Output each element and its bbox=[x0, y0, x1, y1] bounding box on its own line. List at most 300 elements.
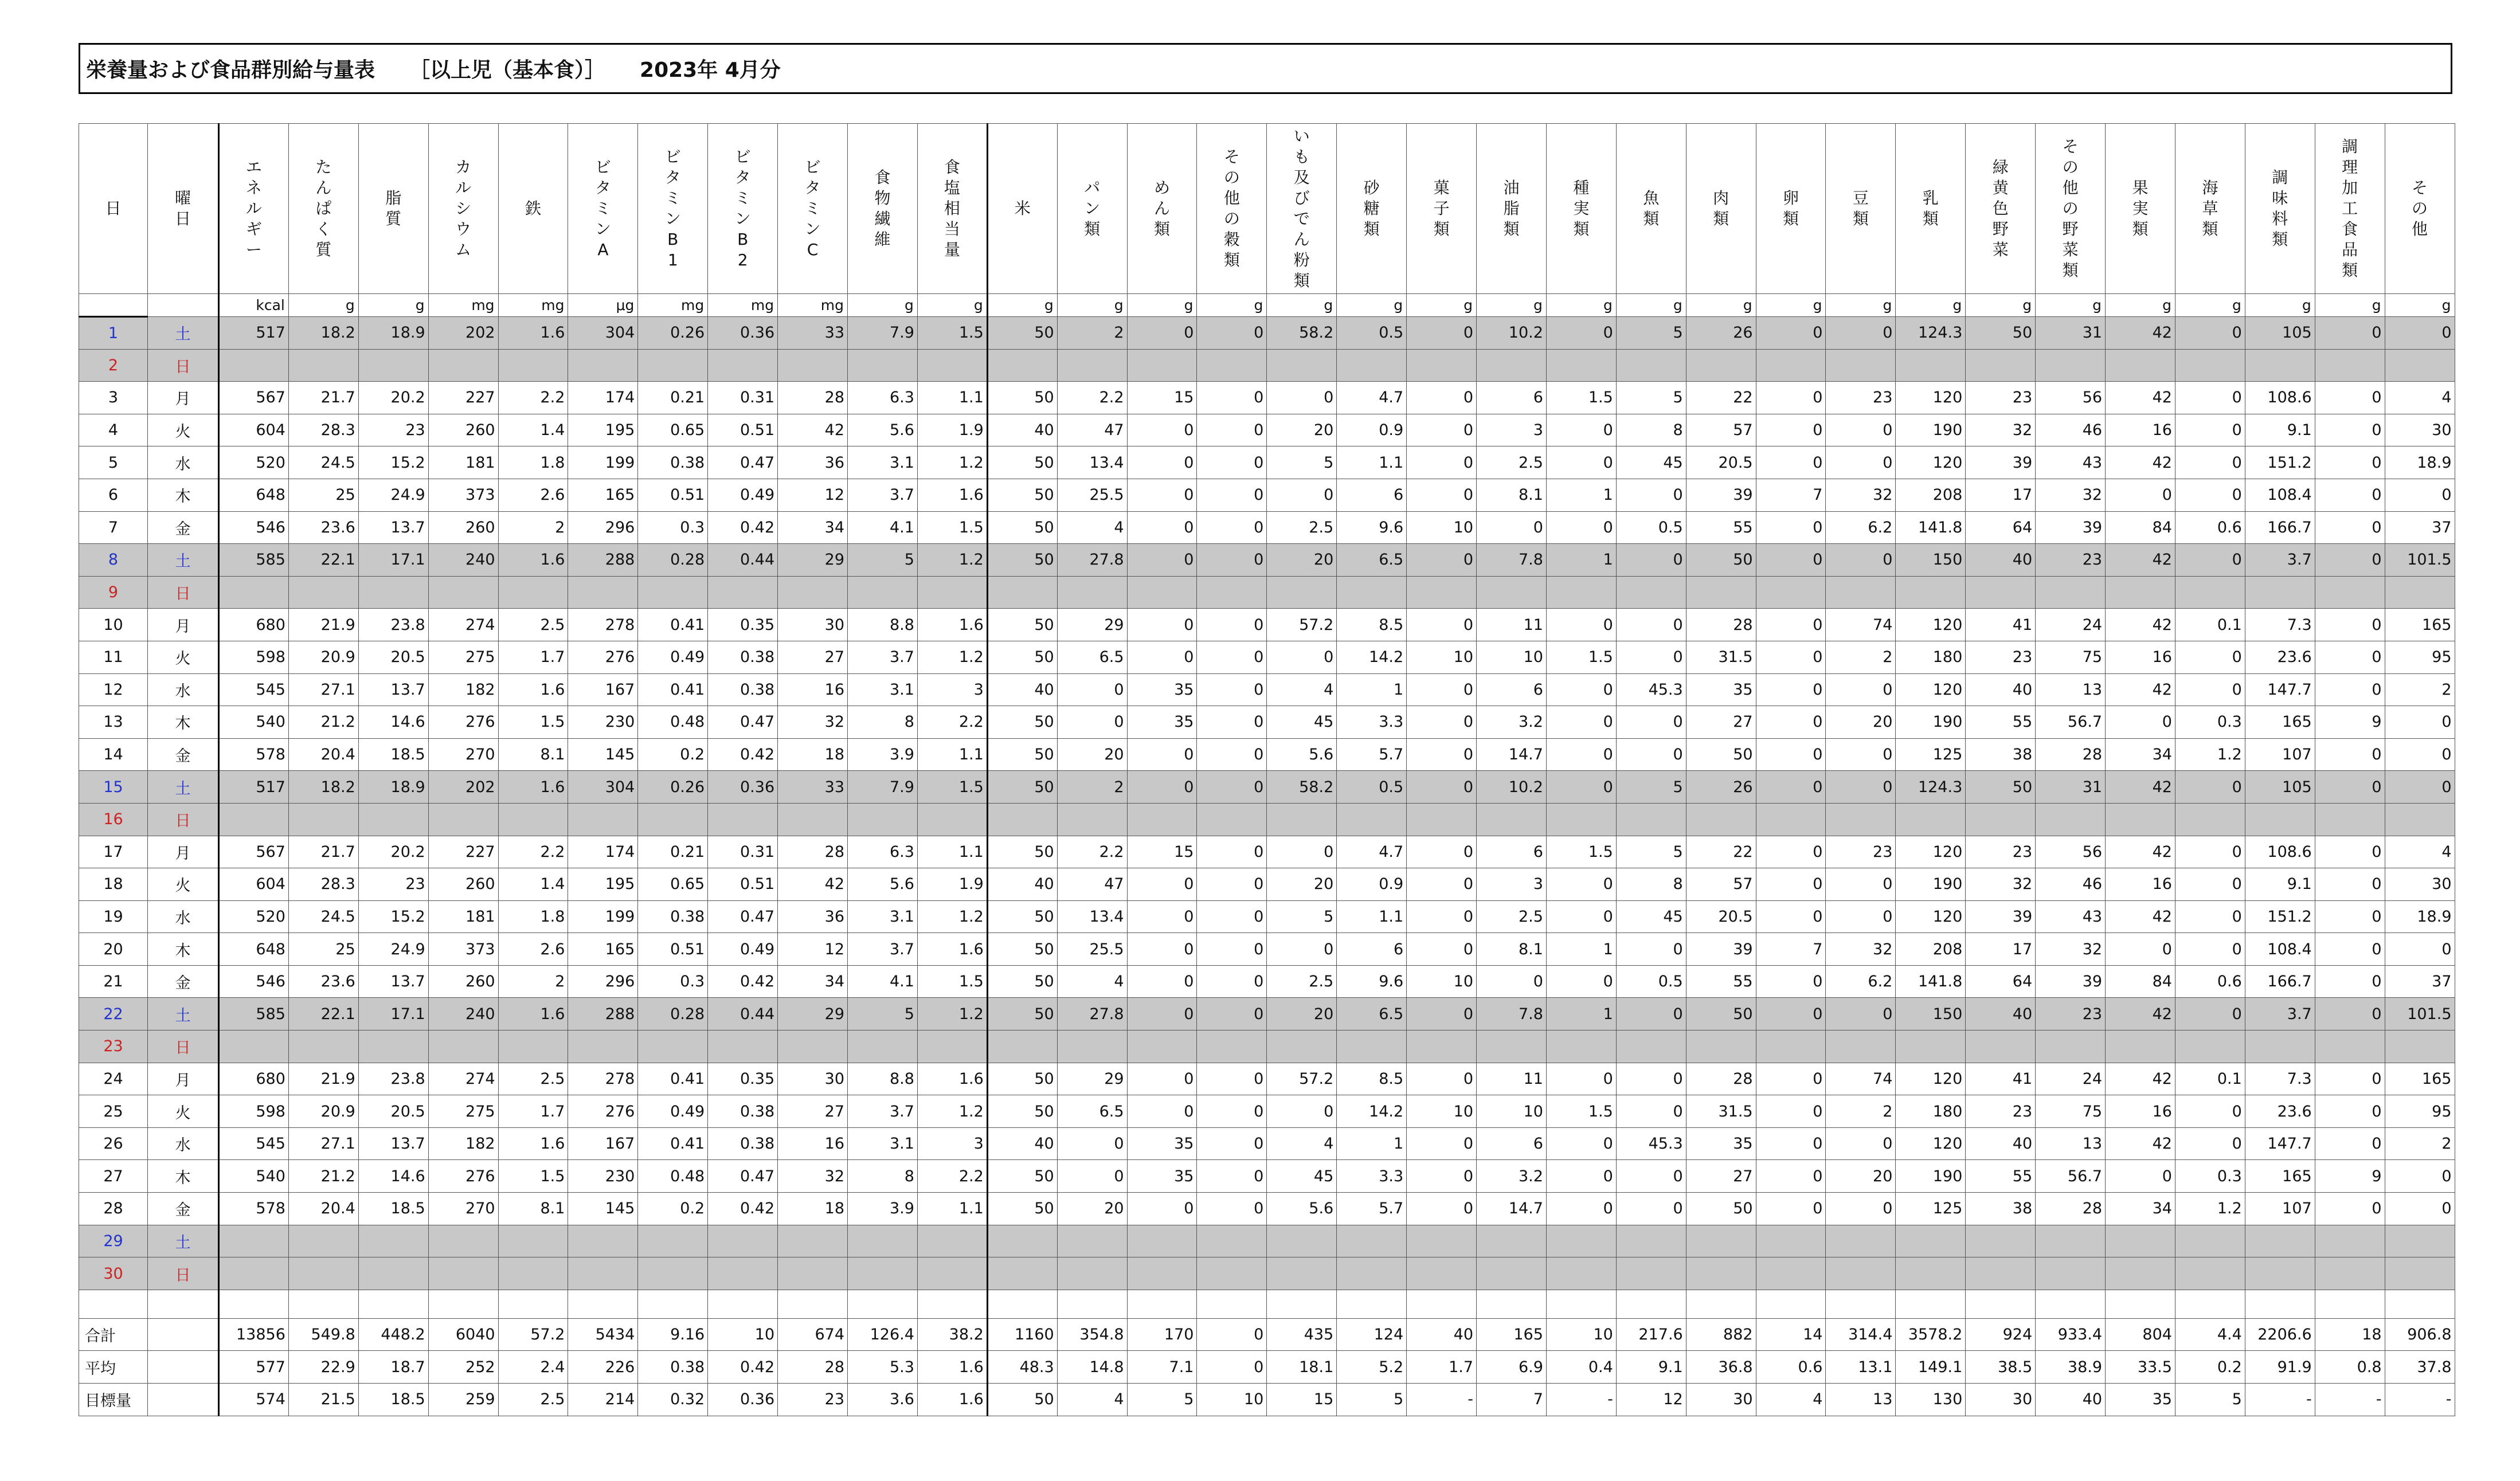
value-cell: 0.42 bbox=[708, 965, 778, 998]
value-cell: 165 bbox=[568, 933, 638, 966]
value-cell: 7.3 bbox=[2245, 609, 2315, 641]
value-cell: 0 bbox=[2315, 609, 2385, 641]
value-cell: 18.2 bbox=[288, 317, 358, 350]
value-cell bbox=[2315, 576, 2385, 609]
value-cell: 95 bbox=[2385, 1095, 2455, 1128]
weekday-cell: 木 bbox=[148, 933, 219, 966]
unit-cell: g bbox=[1407, 294, 1477, 317]
value-cell bbox=[1686, 349, 1756, 382]
value-cell: 304 bbox=[568, 771, 638, 804]
value-cell: 30 bbox=[778, 609, 848, 641]
value-cell: 199 bbox=[568, 446, 638, 479]
value-cell: 598 bbox=[219, 641, 289, 673]
value-cell: 0.26 bbox=[638, 317, 708, 350]
value-cell bbox=[1267, 803, 1337, 836]
weekday-cell: 水 bbox=[148, 900, 219, 933]
value-cell: 1.4 bbox=[498, 414, 568, 446]
value-cell: 0 bbox=[1127, 446, 1197, 479]
value-cell: 0 bbox=[1267, 836, 1337, 868]
value-cell: 520 bbox=[219, 446, 289, 479]
value-cell: 23 bbox=[2036, 998, 2106, 1031]
summary-value: 435 bbox=[1267, 1318, 1337, 1351]
value-cell: 0 bbox=[1197, 446, 1267, 479]
value-cell: 21.2 bbox=[288, 1160, 358, 1193]
value-cell: 545 bbox=[219, 673, 289, 706]
col-header-label: 米 bbox=[1014, 199, 1031, 218]
value-cell: 260 bbox=[428, 965, 498, 998]
table-row bbox=[79, 1031, 2455, 1063]
value-cell: 141.8 bbox=[1896, 965, 1966, 998]
value-cell: 0 bbox=[1057, 1160, 1127, 1193]
value-cell: 101.5 bbox=[2385, 544, 2455, 577]
value-cell: 14.7 bbox=[1477, 1193, 1547, 1225]
value-cell: 50 bbox=[987, 479, 1057, 511]
value-cell: 0 bbox=[2175, 1095, 2245, 1128]
value-cell: 13.7 bbox=[358, 965, 428, 998]
value-cell: 0 bbox=[1826, 771, 1896, 804]
value-cell: 260 bbox=[428, 414, 498, 446]
summary-value: 5434 bbox=[568, 1318, 638, 1351]
summary-value: 577 bbox=[219, 1351, 289, 1384]
value-cell: 108.6 bbox=[2245, 382, 2315, 414]
value-cell: 12 bbox=[778, 933, 848, 966]
value-cell: 50 bbox=[987, 1095, 1057, 1128]
value-cell: 45 bbox=[1616, 900, 1686, 933]
value-cell bbox=[1616, 1031, 1686, 1063]
value-cell: 5.7 bbox=[1337, 738, 1407, 771]
value-cell: 24 bbox=[2036, 1063, 2106, 1095]
value-cell: 0.48 bbox=[638, 706, 708, 739]
value-cell: 2.5 bbox=[1477, 446, 1547, 479]
value-cell bbox=[917, 803, 987, 836]
value-cell bbox=[1057, 576, 1127, 609]
value-cell: 32 bbox=[1826, 479, 1896, 511]
unit-cell: mg bbox=[638, 294, 708, 317]
value-cell: 0 bbox=[2175, 836, 2245, 868]
summary-value: - bbox=[1407, 1384, 1477, 1416]
value-cell: 0.35 bbox=[708, 1063, 778, 1095]
value-cell: 0.38 bbox=[708, 673, 778, 706]
value-cell: 0 bbox=[1407, 1193, 1477, 1225]
value-cell: 4.1 bbox=[848, 965, 918, 998]
value-cell bbox=[1756, 1257, 1826, 1290]
value-cell: 13.7 bbox=[358, 511, 428, 544]
value-cell: 147.7 bbox=[2245, 1127, 2315, 1160]
value-cell: 0 bbox=[1616, 1095, 1686, 1128]
weekday-cell: 火 bbox=[148, 641, 219, 673]
value-cell: 41 bbox=[1966, 1063, 2036, 1095]
value-cell: 37 bbox=[2385, 965, 2455, 998]
weekday-cell: 木 bbox=[148, 706, 219, 739]
value-cell: 0.41 bbox=[638, 1063, 708, 1095]
value-cell: 181 bbox=[428, 900, 498, 933]
value-cell: 0 bbox=[1127, 868, 1197, 901]
col-header-label: 油脂類 bbox=[1503, 178, 1520, 238]
value-cell: 190 bbox=[1896, 706, 1966, 739]
value-cell: 0.21 bbox=[638, 382, 708, 414]
value-cell: 13.7 bbox=[358, 673, 428, 706]
table-row bbox=[79, 576, 2455, 609]
summary-value: 2.4 bbox=[498, 1351, 568, 1384]
value-cell bbox=[848, 576, 918, 609]
value-cell: 108.4 bbox=[2245, 933, 2315, 966]
value-cell bbox=[568, 349, 638, 382]
col-header bbox=[708, 124, 778, 294]
value-cell bbox=[778, 349, 848, 382]
value-cell: 0 bbox=[1127, 609, 1197, 641]
value-cell bbox=[1407, 1225, 1477, 1257]
value-cell: 0 bbox=[2315, 673, 2385, 706]
value-cell: 0.44 bbox=[708, 998, 778, 1031]
value-cell: 15.2 bbox=[358, 900, 428, 933]
value-cell bbox=[1686, 803, 1756, 836]
value-cell: 165 bbox=[2245, 706, 2315, 739]
value-cell: 0 bbox=[1826, 414, 1896, 446]
value-cell: 648 bbox=[219, 479, 289, 511]
value-cell bbox=[1407, 803, 1477, 836]
value-cell bbox=[2315, 349, 2385, 382]
value-cell bbox=[219, 1031, 289, 1063]
summary-value: 10 bbox=[1546, 1318, 1616, 1351]
value-cell: 0 bbox=[2175, 544, 2245, 577]
value-cell: 0 bbox=[2175, 868, 2245, 901]
summary-value: 165 bbox=[1477, 1318, 1547, 1351]
value-cell: 0 bbox=[2106, 479, 2175, 511]
value-cell: 0 bbox=[2315, 1063, 2385, 1095]
value-cell: 578 bbox=[219, 1193, 289, 1225]
value-cell: 8 bbox=[1616, 868, 1686, 901]
value-cell bbox=[1756, 803, 1826, 836]
value-cell: 56.7 bbox=[2036, 706, 2106, 739]
value-cell: 181 bbox=[428, 446, 498, 479]
unit-cell: g bbox=[1127, 294, 1197, 317]
summary-value: 38.5 bbox=[1966, 1351, 2036, 1384]
value-cell: 0 bbox=[1616, 1063, 1686, 1095]
value-cell bbox=[288, 576, 358, 609]
value-cell: 23.8 bbox=[358, 609, 428, 641]
value-cell: 1.5 bbox=[917, 965, 987, 998]
value-cell: 2.2 bbox=[1057, 836, 1127, 868]
summary-value: 4 bbox=[1756, 1384, 1826, 1416]
header-row bbox=[79, 124, 2455, 294]
value-cell: 1.6 bbox=[498, 673, 568, 706]
value-cell: 40 bbox=[987, 414, 1057, 446]
value-cell: 0 bbox=[1407, 382, 1477, 414]
value-cell bbox=[428, 1031, 498, 1063]
summary-value: 226 bbox=[568, 1351, 638, 1384]
col-header-label: 食物繊維 bbox=[874, 168, 891, 249]
summary-value: 574 bbox=[219, 1384, 289, 1416]
value-cell: 0 bbox=[1616, 1160, 1686, 1193]
value-cell: 55 bbox=[1966, 706, 2036, 739]
value-cell: 35 bbox=[1127, 673, 1197, 706]
value-cell bbox=[568, 1225, 638, 1257]
day-cell: 2 bbox=[79, 349, 148, 382]
value-cell: 2.2 bbox=[1057, 382, 1127, 414]
value-cell: 20 bbox=[1057, 738, 1127, 771]
value-cell bbox=[2315, 1031, 2385, 1063]
summary-value: 0 bbox=[1197, 1318, 1267, 1351]
summary-value: 36.8 bbox=[1686, 1351, 1756, 1384]
value-cell: 9.1 bbox=[2245, 868, 2315, 901]
value-cell bbox=[219, 803, 289, 836]
table-row bbox=[79, 382, 2455, 414]
col-header bbox=[1127, 124, 1197, 294]
value-cell: 0 bbox=[2315, 1095, 2385, 1128]
value-cell bbox=[358, 349, 428, 382]
value-cell: 0 bbox=[1826, 673, 1896, 706]
summary-value: - bbox=[2315, 1384, 2385, 1416]
value-cell: 540 bbox=[219, 706, 289, 739]
value-cell: 0.51 bbox=[708, 414, 778, 446]
value-cell: 3.1 bbox=[848, 900, 918, 933]
value-cell: 5 bbox=[848, 544, 918, 577]
summary-value: 18.1 bbox=[1267, 1351, 1337, 1384]
value-cell: 3.7 bbox=[2245, 544, 2315, 577]
value-cell: 1.2 bbox=[917, 998, 987, 1031]
value-cell: 14.7 bbox=[1477, 738, 1547, 771]
value-cell bbox=[638, 803, 708, 836]
value-cell: 3.7 bbox=[2245, 998, 2315, 1031]
col-header-label: 果実類 bbox=[2132, 178, 2149, 238]
value-cell: 18.9 bbox=[2385, 900, 2455, 933]
value-cell: 0 bbox=[1127, 479, 1197, 511]
summary-value: 18.5 bbox=[358, 1384, 428, 1416]
value-cell: 23 bbox=[358, 868, 428, 901]
value-cell: 20.9 bbox=[288, 1095, 358, 1128]
value-cell: 0 bbox=[1616, 479, 1686, 511]
value-cell bbox=[1267, 349, 1337, 382]
value-cell: 7.9 bbox=[848, 317, 918, 350]
summary-value: 0.4 bbox=[1546, 1351, 1616, 1384]
value-cell: 15 bbox=[1127, 836, 1197, 868]
value-cell: 27.8 bbox=[1057, 544, 1127, 577]
value-cell: 0 bbox=[1197, 1095, 1267, 1128]
value-cell: 270 bbox=[428, 1193, 498, 1225]
unit-cell: mg bbox=[708, 294, 778, 317]
value-cell: 3.7 bbox=[848, 479, 918, 511]
value-cell bbox=[568, 1031, 638, 1063]
value-cell: 8.8 bbox=[848, 1063, 918, 1095]
value-cell bbox=[1966, 1031, 2036, 1063]
value-cell: 6 bbox=[1477, 382, 1547, 414]
value-cell bbox=[1337, 1225, 1407, 1257]
col-header-label: 卵類 bbox=[1783, 189, 1799, 228]
value-cell: 2.5 bbox=[498, 609, 568, 641]
value-cell: 21.9 bbox=[288, 1063, 358, 1095]
value-cell: 165 bbox=[568, 479, 638, 511]
summary-value: 13.1 bbox=[1826, 1351, 1896, 1384]
value-cell: 8.8 bbox=[848, 609, 918, 641]
value-cell: 50 bbox=[987, 998, 1057, 1031]
value-cell: 42 bbox=[2106, 609, 2175, 641]
value-cell bbox=[2245, 349, 2315, 382]
table-row bbox=[79, 738, 2455, 771]
value-cell: 42 bbox=[2106, 900, 2175, 933]
day-cell: 10 bbox=[79, 609, 148, 641]
value-cell: 0 bbox=[1546, 771, 1616, 804]
value-cell: 2 bbox=[498, 511, 568, 544]
value-cell: 50 bbox=[987, 771, 1057, 804]
weekday-cell: 火 bbox=[148, 1095, 219, 1128]
day-cell: 4 bbox=[79, 414, 148, 446]
value-cell: 31 bbox=[2036, 771, 2106, 804]
value-cell: 0 bbox=[2315, 479, 2385, 511]
value-cell: 13.7 bbox=[358, 1127, 428, 1160]
value-cell bbox=[2315, 1257, 2385, 1290]
value-cell: 16 bbox=[778, 1127, 848, 1160]
value-cell bbox=[778, 576, 848, 609]
col-header-label: 豆類 bbox=[1852, 189, 1869, 228]
value-cell: 0 bbox=[2315, 965, 2385, 998]
unit-cell: g bbox=[987, 294, 1057, 317]
weekday-cell: 水 bbox=[148, 446, 219, 479]
value-cell: 28 bbox=[778, 836, 848, 868]
value-cell bbox=[987, 1031, 1057, 1063]
summary-value: 1160 bbox=[987, 1318, 1057, 1351]
value-cell: 0.38 bbox=[638, 900, 708, 933]
value-cell: 3 bbox=[917, 673, 987, 706]
value-cell: 120 bbox=[1896, 836, 1966, 868]
value-cell: 0.42 bbox=[708, 1193, 778, 1225]
value-cell: 1.6 bbox=[498, 771, 568, 804]
summary-value: 1.6 bbox=[917, 1351, 987, 1384]
value-cell bbox=[2245, 1257, 2315, 1290]
value-cell: 18.9 bbox=[358, 317, 428, 350]
value-cell: 0 bbox=[1546, 738, 1616, 771]
value-cell: 25 bbox=[288, 933, 358, 966]
value-cell: 20 bbox=[1267, 998, 1337, 1031]
value-cell: 604 bbox=[219, 414, 289, 446]
weekday-cell: 火 bbox=[148, 868, 219, 901]
weekday-cell: 木 bbox=[148, 479, 219, 511]
value-cell: 1.5 bbox=[917, 771, 987, 804]
value-cell: 288 bbox=[568, 998, 638, 1031]
value-cell: 1.2 bbox=[917, 544, 987, 577]
value-cell: 167 bbox=[568, 673, 638, 706]
unit-cell: g bbox=[1057, 294, 1127, 317]
value-cell: 517 bbox=[219, 317, 289, 350]
value-cell bbox=[917, 1257, 987, 1290]
value-cell: 36 bbox=[778, 900, 848, 933]
value-cell bbox=[2106, 349, 2175, 382]
table-row bbox=[79, 1127, 2455, 1160]
value-cell: 3.7 bbox=[848, 1095, 918, 1128]
value-cell: 3.9 bbox=[848, 1193, 918, 1225]
value-cell bbox=[848, 1225, 918, 1257]
value-cell: 55 bbox=[1686, 511, 1756, 544]
value-cell: 120 bbox=[1896, 1127, 1966, 1160]
value-cell: 578 bbox=[219, 738, 289, 771]
summary-value: 0 bbox=[1197, 1351, 1267, 1384]
value-cell bbox=[1896, 803, 1966, 836]
value-cell: 28 bbox=[2036, 738, 2106, 771]
value-cell: 5 bbox=[848, 998, 918, 1031]
value-cell: 27 bbox=[1686, 706, 1756, 739]
value-cell: 1.6 bbox=[498, 544, 568, 577]
value-cell bbox=[1966, 349, 2036, 382]
value-cell: 0 bbox=[1407, 900, 1477, 933]
value-cell: 34 bbox=[778, 511, 848, 544]
value-cell: 0 bbox=[1057, 706, 1127, 739]
value-cell: 56.7 bbox=[2036, 1160, 2106, 1193]
value-cell: 230 bbox=[568, 1160, 638, 1193]
value-cell: 4 bbox=[1057, 965, 1127, 998]
value-cell bbox=[498, 576, 568, 609]
report-title bbox=[79, 43, 2452, 94]
value-cell: 6 bbox=[1477, 673, 1547, 706]
value-cell: 1.1 bbox=[917, 1193, 987, 1225]
value-cell: 50 bbox=[1686, 1193, 1756, 1225]
value-cell: 0 bbox=[1197, 641, 1267, 673]
value-cell: 0.36 bbox=[708, 771, 778, 804]
value-cell: 0 bbox=[2315, 317, 2385, 350]
value-cell: 680 bbox=[219, 609, 289, 641]
value-cell: 648 bbox=[219, 933, 289, 966]
value-cell bbox=[1407, 349, 1477, 382]
value-cell bbox=[219, 1225, 289, 1257]
col-header-label: 鉄 bbox=[525, 199, 541, 218]
col-header-label: エネルギー bbox=[245, 158, 262, 259]
value-cell bbox=[1337, 576, 1407, 609]
value-cell: 0 bbox=[1127, 414, 1197, 446]
weekday-cell: 火 bbox=[148, 414, 219, 446]
value-cell: 45 bbox=[1267, 1160, 1337, 1193]
value-cell: 373 bbox=[428, 933, 498, 966]
summary-value: 37.8 bbox=[2385, 1351, 2455, 1384]
value-cell: 125 bbox=[1896, 1193, 1966, 1225]
col-header-label: その他の穀類 bbox=[1223, 147, 1240, 269]
value-cell bbox=[708, 349, 778, 382]
value-cell: 1.5 bbox=[1546, 641, 1616, 673]
value-cell bbox=[1477, 1257, 1547, 1290]
value-cell bbox=[1686, 1225, 1756, 1257]
value-cell: 2.5 bbox=[1267, 511, 1337, 544]
col-header bbox=[2036, 124, 2106, 294]
summary-value: - bbox=[2245, 1384, 2315, 1416]
value-cell: 45 bbox=[1267, 706, 1337, 739]
value-cell: 50 bbox=[987, 317, 1057, 350]
col-header-label: 調理加工食品類 bbox=[2342, 137, 2358, 280]
value-cell: 182 bbox=[428, 1127, 498, 1160]
summary-value: 35 bbox=[2106, 1384, 2175, 1416]
value-cell bbox=[1407, 1031, 1477, 1063]
table-row bbox=[79, 1225, 2455, 1257]
value-cell: 22.1 bbox=[288, 544, 358, 577]
value-cell: 18.2 bbox=[288, 771, 358, 804]
value-cell: 274 bbox=[428, 1063, 498, 1095]
value-cell: 120 bbox=[1896, 900, 1966, 933]
value-cell: 0 bbox=[1616, 641, 1686, 673]
value-cell bbox=[2106, 1031, 2175, 1063]
value-cell bbox=[2315, 803, 2385, 836]
value-cell: 0 bbox=[1197, 609, 1267, 641]
value-cell bbox=[498, 1257, 568, 1290]
value-cell: 14.2 bbox=[1337, 641, 1407, 673]
value-cell: 0 bbox=[2385, 317, 2455, 350]
value-cell: 1.7 bbox=[498, 641, 568, 673]
value-cell: 5 bbox=[1267, 446, 1337, 479]
summary-value: 15 bbox=[1267, 1384, 1337, 1416]
value-cell: 42 bbox=[2106, 1127, 2175, 1160]
unit-cell: g bbox=[1546, 294, 1616, 317]
day-cell: 23 bbox=[79, 1031, 148, 1063]
value-cell bbox=[1267, 1257, 1337, 1290]
value-cell: 0 bbox=[1826, 446, 1896, 479]
summary-value: 5 bbox=[2175, 1384, 2245, 1416]
col-header bbox=[1057, 124, 1127, 294]
value-cell: 0 bbox=[1616, 738, 1686, 771]
